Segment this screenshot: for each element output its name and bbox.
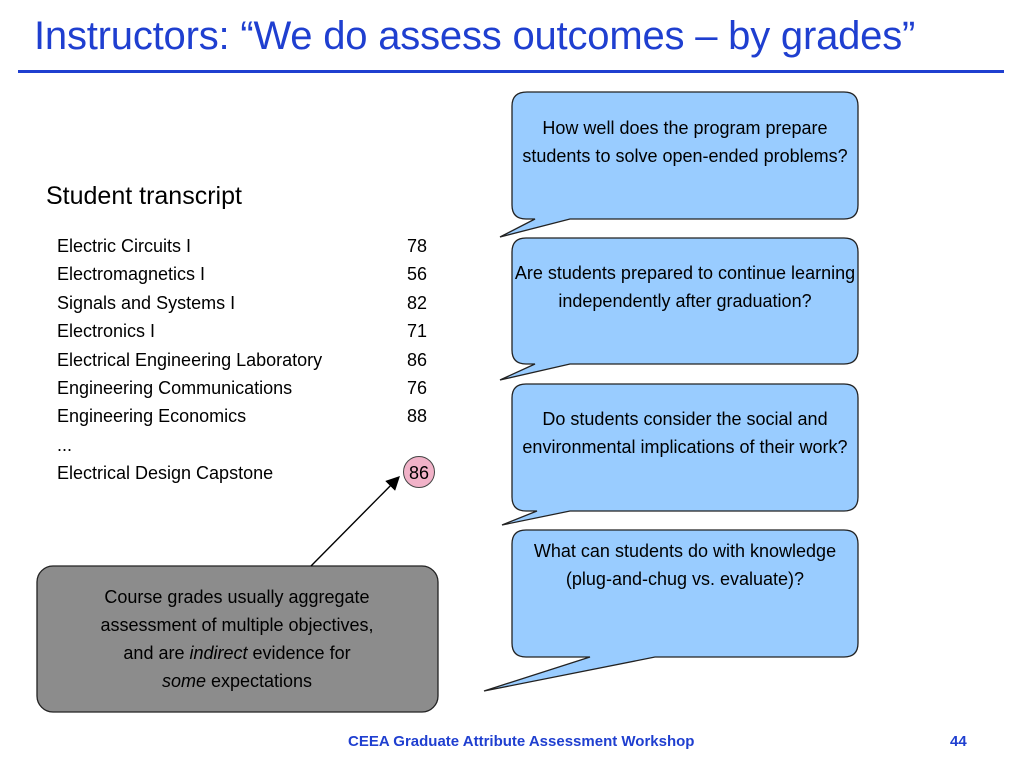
course-name: Signals and Systems I	[57, 292, 236, 313]
grey-note-line-2: assessment of multiple objectives,	[100, 615, 374, 635]
course-grade: 82	[407, 292, 428, 313]
grey-note-emphasis-indirect: indirect	[189, 643, 248, 663]
grey-note-line-3-pre: and are	[123, 643, 190, 663]
callout-text-4: What can students do with knowledge (plug-and-chug vs. evaluate)?	[533, 541, 837, 589]
course-grade: 88	[407, 406, 428, 427]
course-grade: 78	[407, 236, 428, 256]
slide-title: Instructors: “We do assess outcomes – by grades”	[34, 14, 916, 58]
grey-note-text	[38, 583, 436, 695]
page-number: 44	[950, 733, 967, 750]
course-name: Engineering Economics	[57, 406, 247, 427]
grey-note-line-1: Course grades usually aggregate	[104, 587, 370, 607]
course-name: Electrical Design Capstone	[57, 463, 274, 484]
course-grade: 56	[407, 264, 428, 285]
grey-note-line-3-post: evidence for	[247, 643, 351, 663]
course-grade: 76	[407, 377, 428, 398]
grey-note-line-4	[38, 667, 436, 695]
callout-text-1: How well does the program prepare students to solve open-ended problems?	[522, 118, 848, 166]
course-grade: 71	[407, 321, 428, 342]
callout-text-2: Are students prepared to continue learning independently after graduation?	[514, 263, 856, 311]
course-name: Electric Circuits I	[57, 236, 192, 256]
grey-note-line-4-post: expectations	[205, 671, 313, 691]
course-name: ...	[57, 434, 73, 455]
course-name: Electromagnetics I	[57, 264, 206, 285]
callout-text-3: Do students consider the social and environmental implications of their work?	[522, 409, 848, 457]
footer-text: CEEA Graduate Attribute Assessment Workshop	[348, 733, 695, 750]
grey-note-emphasis-some: some	[161, 671, 206, 691]
course-name: Electronics I	[57, 321, 156, 342]
course-name: Electrical Engineering Laboratory	[57, 349, 323, 370]
course-name: Engineering Communications	[57, 377, 293, 398]
course-grade: 86	[407, 349, 428, 370]
capstone-grade-highlight: 86	[403, 456, 435, 488]
grey-note-line-3	[38, 639, 436, 667]
transcript-heading: Student transcript	[46, 182, 242, 210]
pointer-arrow	[311, 478, 398, 566]
